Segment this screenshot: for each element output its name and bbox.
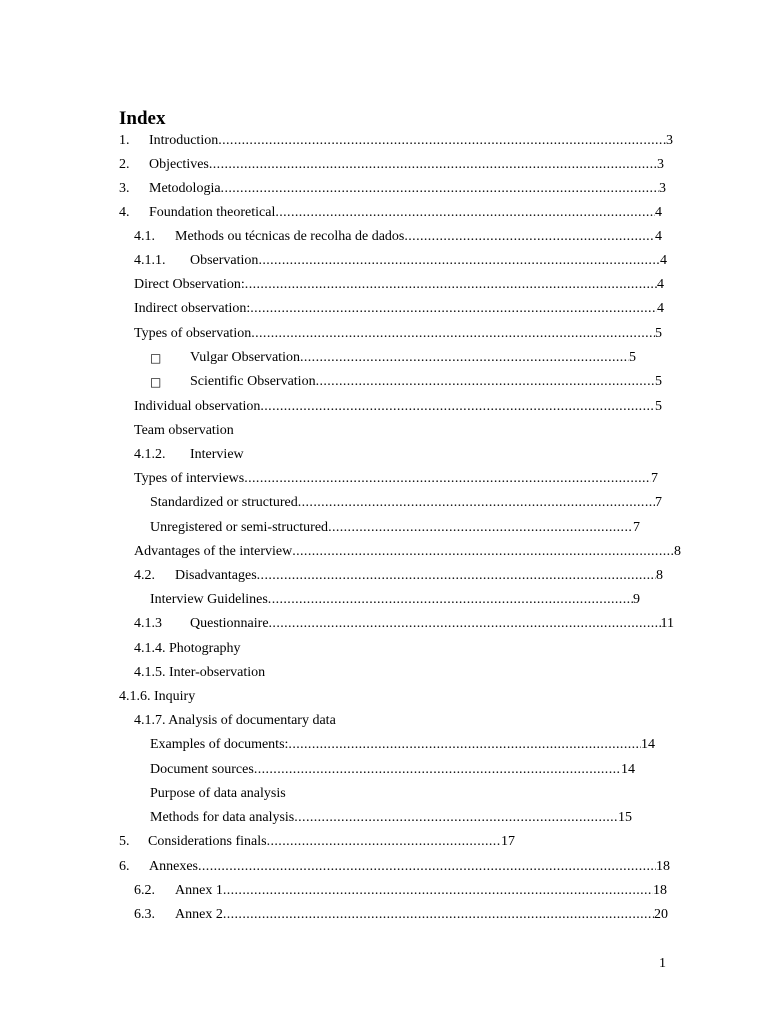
toc-entry-page: 17 bbox=[501, 834, 515, 849]
toc-entry[interactable] bbox=[134, 225, 662, 249]
toc-entry-page: 18 bbox=[656, 859, 670, 874]
toc-leader-dots bbox=[404, 225, 655, 249]
toc-entry-text: Annex 2 bbox=[175, 907, 223, 922]
toc-entry-page: 5 bbox=[629, 350, 636, 365]
toc-entry-text: 4.1.7. Analysis of documentary data bbox=[134, 713, 336, 728]
toc-leader-dots bbox=[260, 395, 655, 419]
toc-leader-dots bbox=[300, 346, 629, 370]
toc-entry-text: Metodologia bbox=[149, 181, 221, 196]
toc-entry-page: 7 bbox=[633, 520, 640, 535]
toc-entry-text: 4.1.6. Inquiry bbox=[119, 689, 196, 704]
toc-leader-dots bbox=[267, 830, 501, 854]
toc-entry[interactable] bbox=[134, 903, 668, 927]
page-number: 1 bbox=[659, 956, 666, 971]
toc-entry-text: Types of interviews bbox=[134, 471, 245, 486]
toc-entry-page: 9 bbox=[633, 592, 640, 607]
toc-entry-page: 4 bbox=[660, 253, 667, 268]
toc-entry-page: 3 bbox=[659, 181, 666, 196]
toc-entry-number: 6.2. bbox=[134, 883, 155, 898]
toc-entry-text: Disadvantages bbox=[175, 568, 257, 583]
toc-entry-text: Considerations finals bbox=[148, 834, 267, 849]
toc-entry-text: Interview bbox=[190, 447, 244, 462]
toc-leader-dots bbox=[244, 467, 651, 491]
toc-entry-page: 4 bbox=[657, 277, 664, 292]
toc-entry-text: Annex 1 bbox=[175, 883, 223, 898]
toc-leader-dots bbox=[257, 564, 656, 588]
toc-entry-page: 14 bbox=[621, 762, 635, 777]
toc-entry-text: Scientific Observation bbox=[190, 374, 316, 389]
toc-entry[interactable] bbox=[150, 370, 662, 394]
toc-leader-dots bbox=[198, 855, 656, 879]
toc-entry-text: Questionnaire bbox=[190, 616, 269, 631]
toc-entry-number: 6.3. bbox=[134, 907, 155, 922]
toc-entry[interactable] bbox=[150, 758, 635, 782]
toc-leader-dots bbox=[292, 540, 674, 564]
toc-entry-page: 7 bbox=[651, 471, 658, 486]
toc-entry[interactable] bbox=[119, 177, 666, 201]
toc-entry-page: 3 bbox=[666, 133, 673, 148]
toc-entry-number: 1. bbox=[119, 133, 130, 148]
toc-entry-page: 14 bbox=[641, 737, 655, 752]
toc-entry-text: Interview Guidelines bbox=[150, 592, 268, 607]
toc-entry-text: 4.1.4. Photography bbox=[134, 641, 241, 656]
toc-entry-text: Methods for data analysis bbox=[150, 810, 295, 825]
toc-entry-text: Standardized or structured bbox=[150, 495, 298, 510]
toc-entry[interactable] bbox=[134, 419, 334, 443]
toc-entry[interactable] bbox=[119, 855, 670, 879]
toc-entry-number: 4.2. bbox=[134, 568, 155, 583]
toc-entry[interactable] bbox=[134, 443, 334, 467]
toc-entry-page: 5 bbox=[655, 399, 662, 414]
toc-entry[interactable] bbox=[119, 153, 664, 177]
toc-entry-text: Direct Observation: bbox=[134, 277, 245, 292]
toc-entry-text: Annexes bbox=[149, 859, 198, 874]
toc-entry-text: Unregistered or semi-structured bbox=[150, 520, 329, 535]
toc-leader-dots bbox=[269, 612, 661, 636]
toc-entry-number: 4.1. bbox=[134, 229, 155, 244]
toc-leader-dots bbox=[209, 153, 657, 177]
toc-leader-dots bbox=[245, 273, 657, 297]
toc-entry-text: 4.1.5. Inter-observation bbox=[134, 665, 266, 680]
toc-entry-text: Individual observation bbox=[134, 399, 261, 414]
toc-entry-text: Foundation theoretical bbox=[149, 205, 276, 220]
toc-entry[interactable] bbox=[134, 637, 434, 661]
toc-entry-page: 8 bbox=[656, 568, 663, 583]
toc-entry-text: Methods ou técnicas de recolha de dados bbox=[175, 229, 405, 244]
toc-entry[interactable] bbox=[150, 588, 640, 612]
toc-entry-page: 5 bbox=[655, 326, 662, 341]
toc-entry[interactable] bbox=[119, 129, 673, 153]
toc-entry[interactable] bbox=[134, 612, 674, 636]
toc-leader-dots bbox=[258, 249, 660, 273]
toc-leader-dots bbox=[294, 806, 618, 830]
toc-entry[interactable] bbox=[134, 395, 662, 419]
toc-leader-dots bbox=[316, 370, 655, 394]
toc-entry[interactable] bbox=[150, 346, 636, 370]
toc-entry-number: 5. bbox=[119, 834, 130, 849]
toc-entry[interactable] bbox=[134, 879, 667, 903]
toc-entry[interactable] bbox=[119, 830, 515, 854]
toc-entry[interactable] bbox=[134, 322, 662, 346]
toc-entry-page: 4 bbox=[655, 205, 662, 220]
toc-leader-dots bbox=[268, 588, 633, 612]
toc-entry-text: Vulgar Observation bbox=[190, 350, 300, 365]
toc-entry[interactable] bbox=[134, 273, 664, 297]
toc-entry-number: 2. bbox=[119, 157, 130, 172]
toc-entry-text: Document sources bbox=[150, 762, 254, 777]
toc-entry-text: Indirect observation: bbox=[134, 301, 251, 316]
bullet-glyph-icon: □ bbox=[150, 351, 162, 365]
toc-leader-dots bbox=[275, 201, 655, 225]
toc-entry-page: 18 bbox=[653, 883, 667, 898]
toc-leader-dots bbox=[288, 733, 641, 757]
toc-leader-dots bbox=[221, 177, 659, 201]
toc-entry-page: 3 bbox=[657, 157, 664, 172]
toc-entry-page: 5 bbox=[655, 374, 662, 389]
toc-entry-number: 6. bbox=[119, 859, 130, 874]
toc-entry-text: Observation bbox=[190, 253, 259, 268]
toc-entry[interactable] bbox=[134, 297, 664, 321]
toc-entry-number: 4.1.1. bbox=[134, 253, 166, 268]
toc-leader-dots bbox=[218, 129, 666, 153]
toc-entry-text: Purpose of data analysis bbox=[150, 786, 286, 801]
toc-entry[interactable] bbox=[134, 249, 667, 273]
toc-entry-text: Introduction bbox=[149, 133, 219, 148]
toc-entry-text: Types of observation bbox=[134, 326, 252, 341]
toc-entry[interactable] bbox=[150, 733, 655, 757]
toc-leader-dots bbox=[254, 758, 621, 782]
bullet-glyph-icon: □ bbox=[150, 375, 162, 389]
toc-entry-page: 11 bbox=[660, 616, 674, 631]
toc-entry-page: 7 bbox=[655, 495, 662, 510]
toc-entry-page: 15 bbox=[618, 810, 632, 825]
toc-entry-page: 20 bbox=[654, 907, 668, 922]
toc-entry[interactable] bbox=[134, 564, 663, 588]
toc-entry-page: 4 bbox=[657, 301, 664, 316]
toc-entry-number: 4.1.3 bbox=[134, 616, 162, 631]
toc-entry[interactable] bbox=[134, 467, 658, 491]
toc-leader-dots bbox=[298, 491, 655, 515]
toc-entry-text: Team observation bbox=[134, 423, 234, 438]
toc-entry[interactable] bbox=[150, 516, 640, 540]
toc-entry[interactable] bbox=[150, 806, 632, 830]
toc-entry[interactable] bbox=[150, 782, 450, 806]
toc-leader-dots bbox=[328, 516, 633, 540]
toc-leader-dots bbox=[251, 322, 655, 346]
toc-entry[interactable] bbox=[119, 685, 419, 709]
toc-entry-text: Advantages of the interview bbox=[134, 544, 293, 559]
toc-entry-number: 3. bbox=[119, 181, 130, 196]
toc-entry[interactable] bbox=[119, 201, 662, 225]
toc-leader-dots bbox=[250, 297, 657, 321]
toc-entry[interactable] bbox=[134, 661, 434, 685]
toc-entry-page: 4 bbox=[655, 229, 662, 244]
toc-entry-number: 4. bbox=[119, 205, 130, 220]
toc-entry[interactable] bbox=[134, 540, 681, 564]
toc-entry[interactable] bbox=[150, 491, 662, 515]
page-title: Index bbox=[119, 108, 166, 129]
toc-leader-dots bbox=[223, 903, 654, 927]
toc-entry-text: Objectives bbox=[149, 157, 209, 172]
toc-entry-text: Examples of documents: bbox=[150, 737, 289, 752]
toc-entry[interactable] bbox=[134, 709, 434, 733]
toc-leader-dots bbox=[223, 879, 653, 903]
toc-entry-page: 8 bbox=[674, 544, 681, 559]
toc-entry-number: 4.1.2. bbox=[134, 447, 166, 462]
